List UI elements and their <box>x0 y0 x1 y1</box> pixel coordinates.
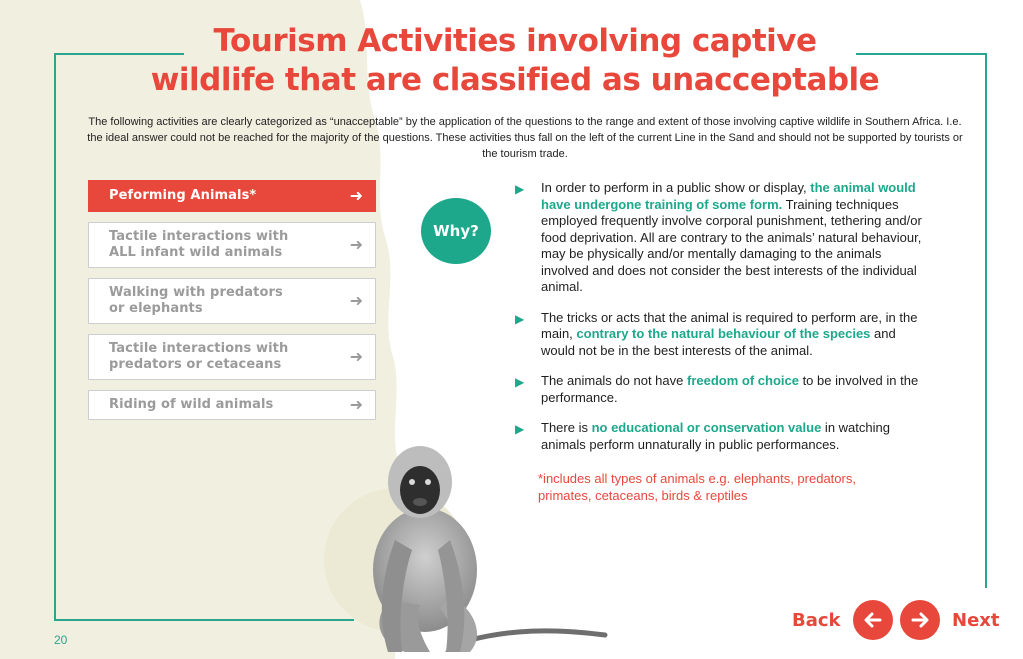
menu-item-walking-predators[interactable] <box>88 278 376 324</box>
why-badge: Why? <box>421 198 491 264</box>
arrow-right-icon: ➜ <box>349 397 363 414</box>
frame-bottom-line <box>54 619 354 621</box>
menu-item-performing-animals[interactable] <box>88 180 376 212</box>
arrow-right-icon: ➜ <box>349 237 363 254</box>
arrow-right-icon: ➜ <box>349 349 363 366</box>
back-label[interactable]: Back <box>792 609 841 631</box>
reason-item: ▶ In order to perform in a public show or display, the animal would have undergone training of some form. Training techniques employed frequently involve corporal punishment, tethering and/or food deprivation. All are contrary to the animals’ natural behaviour, may be physically and/or mentally damaging to the animals involved and does not consider the best interests of the individual animal. <box>515 180 922 294</box>
menu-item-riding[interactable] <box>88 390 376 420</box>
title-line-1: Tourism Activities involving captive <box>213 23 817 59</box>
back-nav <box>792 600 893 640</box>
arrow-right-icon <box>909 609 931 631</box>
menu-item-label: Tactile interactions with ALL infant wild animals <box>109 229 289 260</box>
reason-item: ▶ The animals do not have freedom of choice to be involved in the performance. <box>515 373 919 405</box>
next-label[interactable]: Next <box>952 609 1000 631</box>
frame-left-line <box>54 53 56 620</box>
menu-item-tactile-predators[interactable] <box>88 334 376 380</box>
menu-item-label: Peforming Animals* <box>109 188 257 203</box>
footnote: *includes all types of animals e.g. elephants, predators, primates, cetaceans, birds & reptiles <box>538 471 856 503</box>
reason-item: ▶ There is no educational or conservation value in watching animals perform unnaturally in public performances. <box>515 420 890 452</box>
menu-item-label: Walking with predators or elephants <box>109 285 283 316</box>
page-title <box>150 22 880 100</box>
next-nav <box>900 600 1000 640</box>
reason-item: ▶ The tricks or acts that the animal is required to perform are, in the main, contrary to the natural behaviour of the species and would not be in the best interests of the animal. <box>515 309 918 358</box>
bullet-triangle-icon: ▶ <box>515 182 525 196</box>
bullet-triangle-icon: ▶ <box>515 422 525 436</box>
bullet-triangle-icon: ▶ <box>515 375 525 389</box>
monkey-image <box>320 430 610 659</box>
arrow-left-icon <box>862 609 884 631</box>
activity-menu <box>88 180 376 430</box>
arrow-right-icon: ➜ <box>349 293 363 310</box>
arrow-right-icon: ➜ <box>349 188 363 205</box>
bullet-triangle-icon: ▶ <box>515 311 525 326</box>
frame-right-line <box>985 53 987 588</box>
back-button[interactable] <box>853 600 893 640</box>
intro-text: The following activities are clearly categorized as “unacceptable” by the application of the questions to the range and extent of those involving captive wildlife in Southern Africa. I.e. the ideal answer could not be reached for the majority of the questions. These activities thus fall on the left of the current Line in the Sand and should not be supported by tourists or the tourism trade. <box>87 116 963 160</box>
page-number: 20 <box>54 633 68 647</box>
menu-item-label: Riding of wild animals <box>109 397 274 412</box>
next-button[interactable] <box>900 600 940 640</box>
menu-item-tactile-infant[interactable] <box>88 222 376 268</box>
menu-item-label: Tactile interactions with predators or cetaceans <box>109 341 289 372</box>
title-line-2: wildlife that are classified as unacceptable <box>150 62 880 98</box>
reasons-list <box>515 180 925 467</box>
